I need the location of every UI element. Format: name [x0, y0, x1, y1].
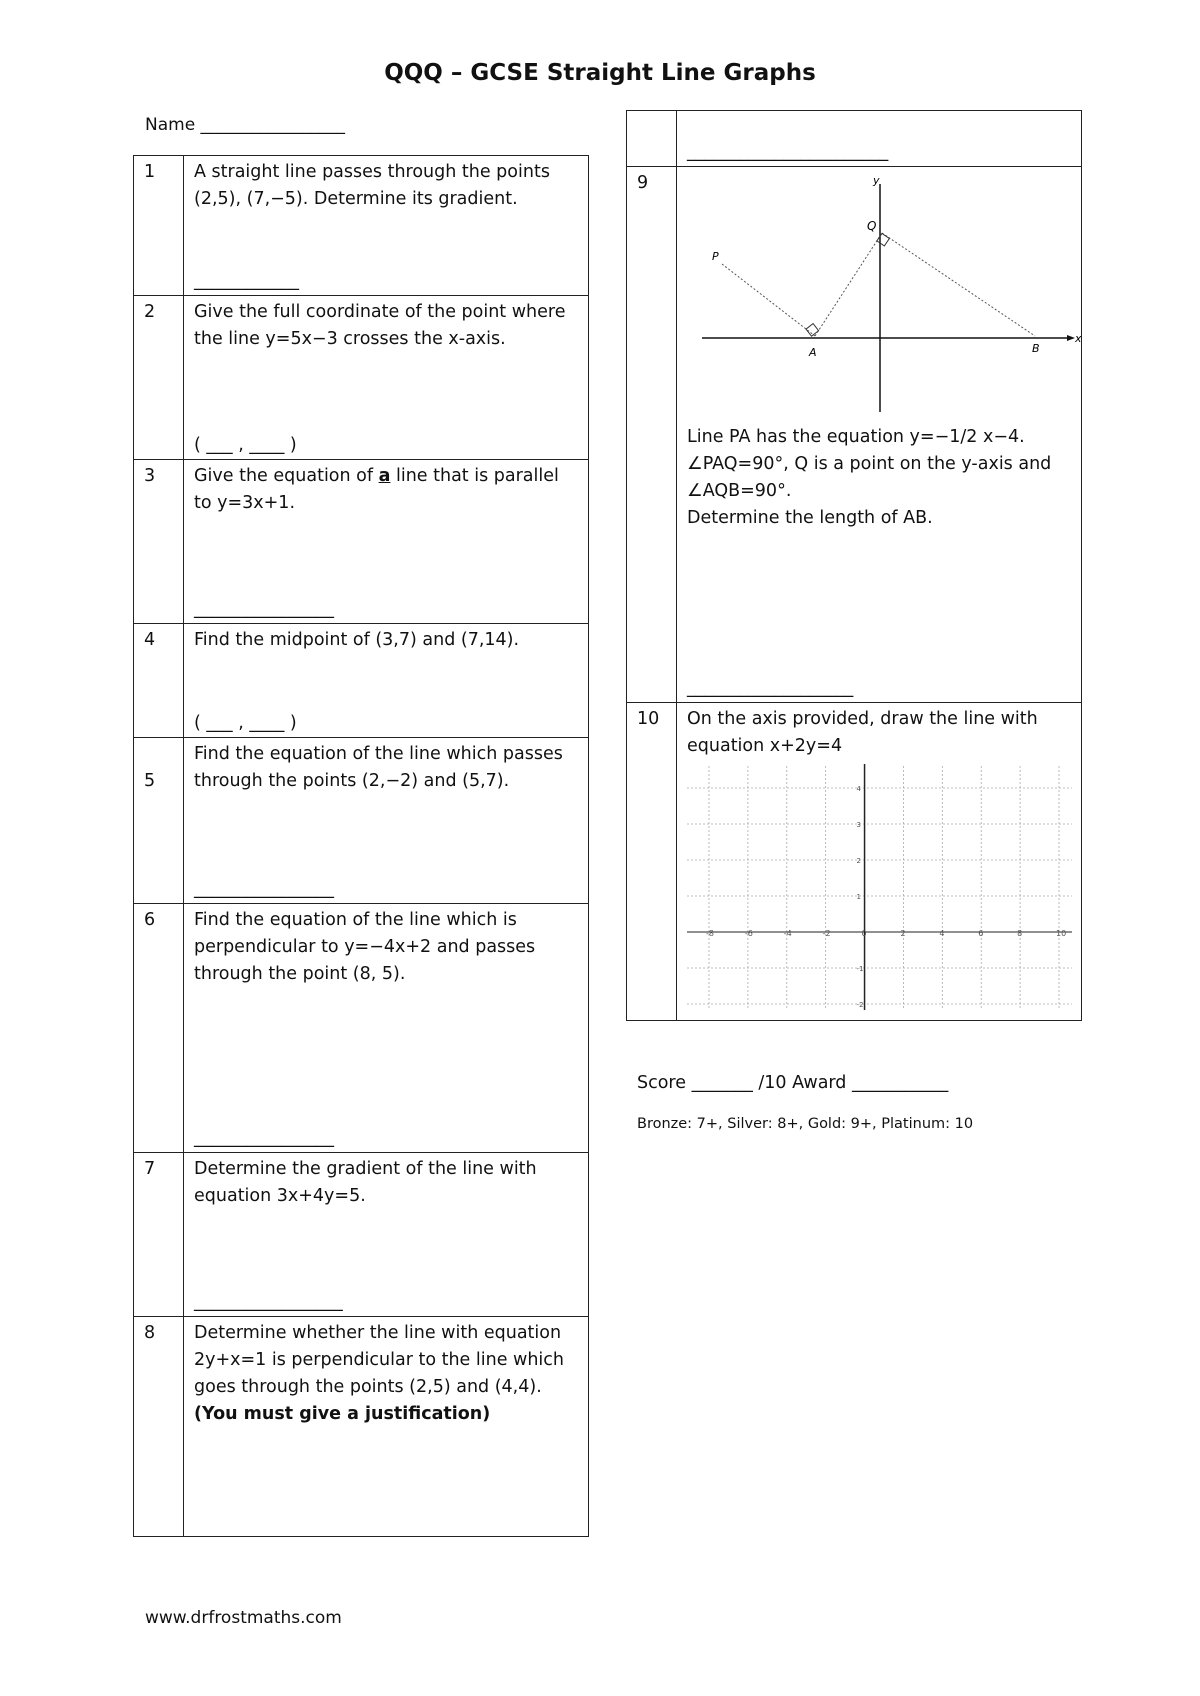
question-number-empty: [627, 111, 677, 167]
blank-axes-grid[interactable]: [687, 760, 1072, 1010]
question-row: [627, 703, 1082, 1021]
y-tick-label: 1: [856, 893, 862, 901]
question-text: Find the midpoint of (3,7) and (7,14).: [194, 630, 520, 650]
y-tick-label: 4: [856, 785, 862, 793]
question-cell: [184, 738, 589, 904]
x-tick-label: -4: [783, 929, 792, 938]
question-text: ∠PAQ=90°, Q is a point on the y-axis and ∠AQB=90°.: [687, 454, 1052, 501]
question-text: Find the equation of the line which passes through the points (2,−2) and (5,7).: [194, 744, 563, 791]
question-number: 2: [134, 296, 184, 460]
question-row: [134, 296, 589, 460]
award-thresholds: Bronze: 7+, Silver: 8+, Gold: 9+, Platinum: 10: [637, 1116, 974, 1132]
question-number: 3: [134, 460, 184, 624]
question-row: [627, 111, 1082, 167]
label-y: y: [873, 174, 880, 187]
label-q: Q: [867, 219, 877, 233]
question-text-underlined: a: [378, 466, 391, 486]
x-tick-label: 6: [978, 929, 984, 938]
question-text-bold: (You must give a justification): [194, 1404, 491, 1424]
answer-line[interactable]: ( ___ , ____ ): [194, 435, 297, 455]
x-axis-arrow: [1067, 335, 1075, 341]
question-cell: [184, 904, 589, 1153]
question-cell: [184, 1153, 589, 1317]
question-cell: [677, 703, 1082, 1021]
question-row: [134, 460, 589, 624]
question-number: 5: [134, 738, 184, 904]
question-row: [134, 1153, 589, 1317]
page-title: QQQ – GCSE Straight Line Graphs: [384, 60, 816, 86]
question-text: [194, 463, 578, 517]
question-text: On the axis provided, draw the line with equation x+2y=4: [687, 709, 1038, 756]
question-text: Determine the length of AB.: [687, 508, 933, 528]
question-number: 4: [134, 624, 184, 738]
website-footer: www.drfrostmaths.com: [145, 1608, 342, 1628]
answer-line[interactable]: ________________: [194, 599, 334, 619]
answer-line[interactable]: _________________: [194, 1292, 343, 1312]
question-cell: [677, 111, 1082, 167]
question-text: Line PA has the equation y=−1/2 x−4.: [687, 427, 1025, 447]
question-number: 6: [134, 904, 184, 1153]
question-row: [627, 167, 1082, 703]
question-text: A straight line passes through the points (2,5), (7,−5). Determine its gradient.: [194, 162, 550, 209]
question-cell: [184, 624, 589, 738]
name-field-line[interactable]: Name _________________: [145, 115, 346, 135]
label-b: B: [1032, 342, 1040, 355]
question-cell: [184, 296, 589, 460]
right-angle-q: [877, 233, 889, 245]
question-cell: [184, 1317, 589, 1537]
line-aq: [815, 233, 882, 336]
question-number: 10: [627, 703, 677, 1021]
question-number: 7: [134, 1153, 184, 1317]
question-number: 1: [134, 156, 184, 296]
y-tick-label: 2: [856, 857, 862, 865]
left-question-table: [133, 155, 589, 1537]
question-row: [134, 904, 589, 1153]
x-tick-label: -2: [822, 929, 831, 938]
question-text-part: Give the equation of: [194, 466, 379, 486]
label-a: A: [809, 346, 817, 359]
question-text: Determine the gradient of the line with equation 3x+4y=5.: [194, 1159, 537, 1206]
question-cell: [184, 156, 589, 296]
question-row: [134, 156, 589, 296]
question-row: [134, 738, 589, 904]
x-tick-label: 0: [861, 929, 867, 938]
answer-line[interactable]: ___________________: [687, 678, 854, 698]
x-tick-label: 10: [1056, 929, 1067, 938]
question-number: 9: [627, 167, 677, 703]
y-tick-label: 3: [856, 821, 862, 829]
y-tick-label: -2: [856, 1001, 864, 1009]
question-number: 8: [134, 1317, 184, 1537]
label-p: P: [712, 250, 719, 263]
question-text: Find the equation of the line which is perpendicular to y=−4x+2 and passes through the point (8, 5).: [194, 910, 536, 984]
answer-line[interactable]: ( ___ , ____ ): [194, 713, 297, 733]
x-tick-label: -8: [706, 929, 714, 938]
x-tick-label: -6: [744, 929, 753, 938]
x-tick-label: 8: [1017, 929, 1023, 938]
answer-line[interactable]: ____________: [194, 271, 299, 291]
question-row: [134, 1317, 589, 1537]
question-text: Give the full coordinate of the point where the line y=5x−3 crosses the x-axis.: [194, 302, 566, 349]
score-award-line[interactable]: Score _______ /10 Award ___________: [637, 1073, 949, 1093]
answer-line[interactable]: _______________________: [687, 142, 889, 162]
line-pa: [722, 264, 815, 336]
answer-line[interactable]: ________________: [194, 1128, 334, 1148]
question-row: [134, 624, 589, 738]
y-tick-label: -1: [856, 965, 864, 973]
question-cell: [677, 167, 1082, 703]
x-tick-label: 2: [900, 929, 906, 938]
q9-diagram: [687, 172, 1082, 422]
question-text: Determine whether the line with equation 2y+x=1 is perpendicular to the line which goes through the points (2,5) and (4,4).: [194, 1323, 565, 1397]
question-text-part: line that is parallel to y=3x+1.: [194, 466, 559, 513]
line-qb: [882, 233, 1035, 336]
question-cell: [184, 460, 589, 624]
x-tick-label: 4: [939, 929, 945, 938]
label-x: x: [1075, 332, 1082, 345]
answer-line[interactable]: ________________: [194, 879, 334, 899]
right-question-table: [626, 110, 1082, 1021]
